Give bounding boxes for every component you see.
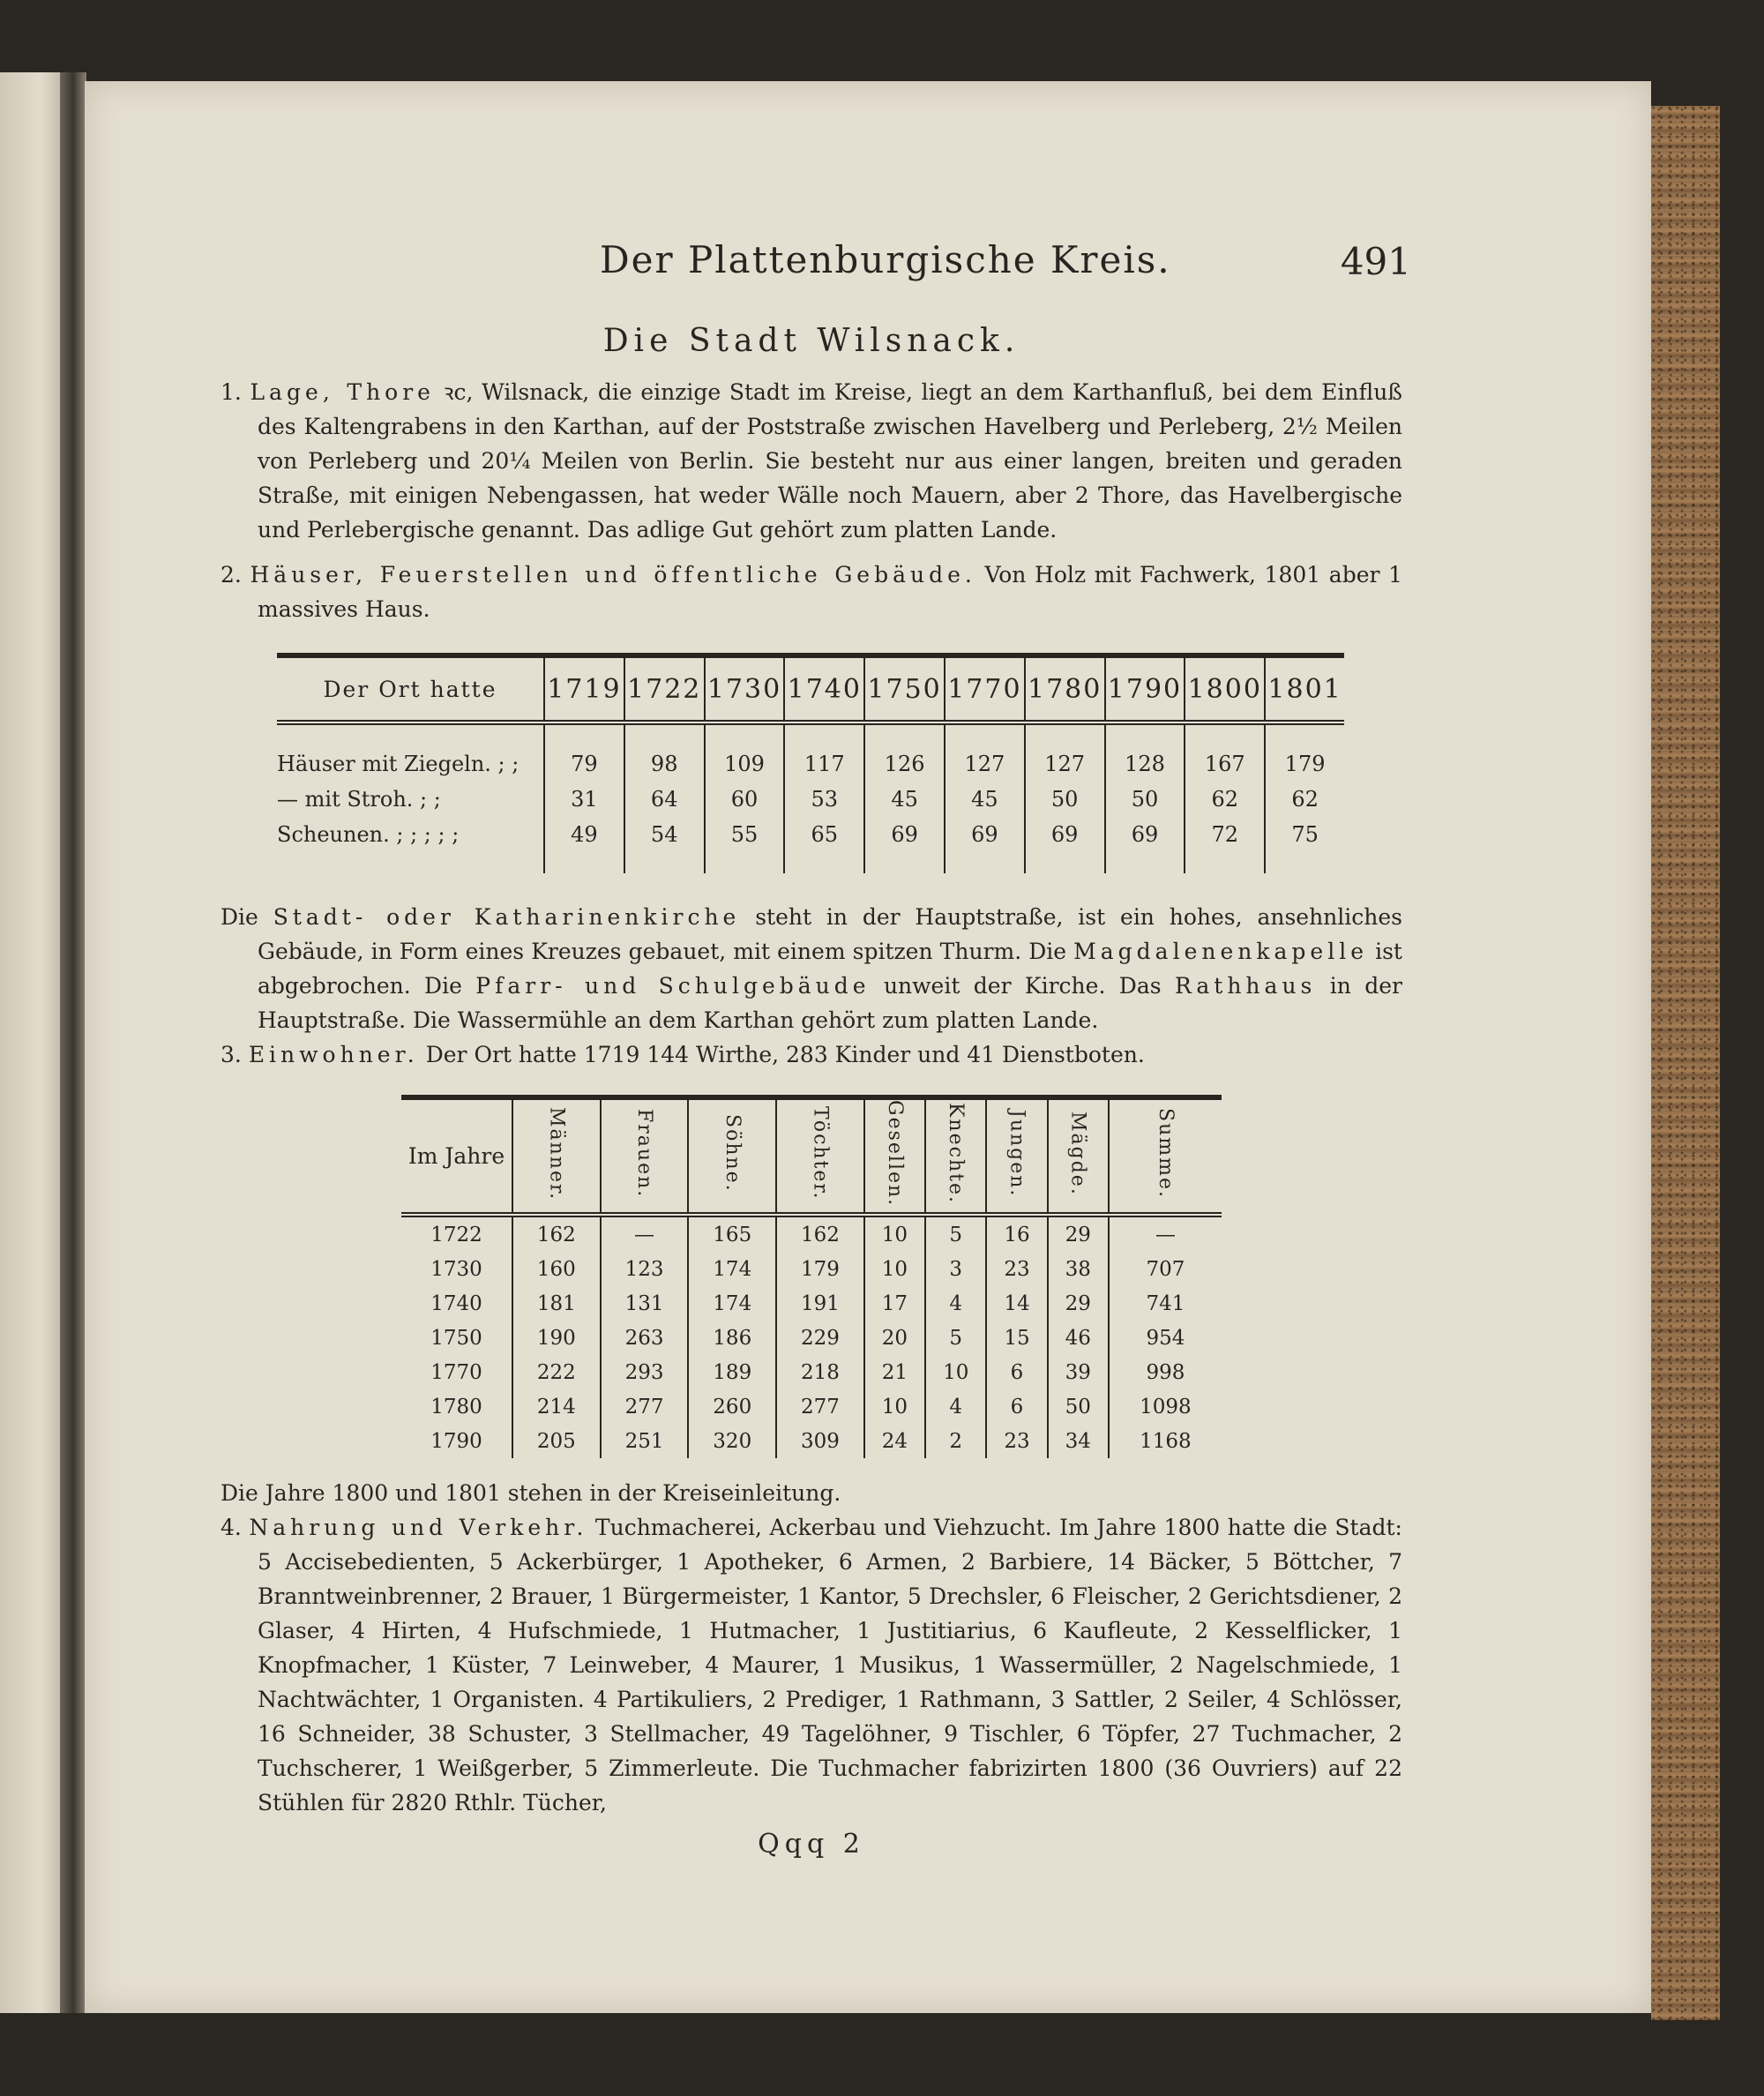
spacer-cell xyxy=(784,722,864,746)
table-cell: 38 xyxy=(1048,1252,1109,1286)
houses-table-year-header: 1780 xyxy=(1025,655,1105,722)
table-cell: 214 xyxy=(512,1389,601,1424)
table-cell: 128 xyxy=(1105,746,1185,782)
population-table-column-header xyxy=(986,1097,1047,1215)
houses-table-row-header: Der Ort hatte xyxy=(277,655,544,722)
table-row xyxy=(401,1424,1222,1458)
population-table-column-header xyxy=(512,1097,601,1215)
table-cell: 6 xyxy=(986,1355,1047,1389)
houses-table-header-row xyxy=(277,655,1344,722)
column-header-label: Töchter. xyxy=(809,1106,832,1201)
table-cell: 181 xyxy=(512,1286,601,1321)
paragraph-number: 1. xyxy=(220,379,242,405)
spacer-cell xyxy=(1105,852,1185,873)
paragraph-text: ꝛc, Wilsnack, die einzige Stadt im Kreise, liegt an dem Karthanfluß, bei dem Einfluß des Kaltengrabens in den Karthan, auf der Poststraße zwischen Havelberg und Perleberg, 2½ Meilen von Perleberg und 20¼ Meilen von Berlin. Sie besteht nur aus einer langen, breiten und geraden Straße, mit einigen Nebengassen, hat weder Wälle noch Mauern, aber 2 Thore, das Havelbergische und Perlebergische genannt. Das adlige Gut gehört zum platten Lande. xyxy=(258,379,1402,543)
table-cell: 17 xyxy=(864,1286,925,1321)
paragraph-text: Der Ort hatte 1719 144 Wirthe, 283 Kinder und 41 Dienstboten. xyxy=(418,1042,1145,1067)
paragraph-number: 3. xyxy=(220,1042,242,1067)
table-cell: 60 xyxy=(705,782,785,817)
spacer-cell xyxy=(945,852,1025,873)
spacer-cell xyxy=(1265,852,1344,873)
table-cell: 45 xyxy=(945,782,1025,817)
paragraph-jahre xyxy=(220,1476,1402,1510)
table-cell: 263 xyxy=(601,1321,689,1355)
column-header-label: Knechte. xyxy=(945,1103,968,1205)
table-cell: — xyxy=(1109,1215,1222,1252)
table-cell: 98 xyxy=(624,746,705,782)
table-cell: 15 xyxy=(986,1321,1047,1355)
paragraph-text: Die Jahre 1800 und 1801 stehen in der Kreiseinleitung. xyxy=(220,1480,841,1507)
spacer-cell xyxy=(1105,722,1185,746)
population-table-column-header xyxy=(688,1097,776,1215)
table-cell: 69 xyxy=(1025,817,1105,852)
table-cell: 62 xyxy=(1265,782,1344,817)
paragraph-text: in der Hauptstraße. Die Wassermühle an dem Karthan gehört zum platten Lande. xyxy=(258,973,1403,1033)
table-cell: 127 xyxy=(1025,746,1105,782)
table-cell: 174 xyxy=(688,1286,776,1321)
table-cell: 277 xyxy=(776,1389,864,1424)
table-cell: 29 xyxy=(1048,1286,1109,1321)
page-header xyxy=(220,238,1411,300)
paragraph-nahrung xyxy=(220,1510,1402,1820)
table-cell: 167 xyxy=(1185,746,1265,782)
page-number: 491 xyxy=(1340,240,1411,283)
table-cell: 5 xyxy=(925,1215,986,1252)
table-cell: 741 xyxy=(1109,1286,1222,1321)
spacer-cell xyxy=(864,852,945,873)
table-row xyxy=(401,1252,1222,1286)
paragraph-text: unweit der Kirche. Das xyxy=(870,973,1175,999)
section-title: Die Stadt Wilsnack. xyxy=(602,323,1020,359)
year-cell: 1740 xyxy=(430,1291,482,1315)
row-label: Häuser mit Ziegeln. ; ; xyxy=(277,752,519,776)
spacer-cell xyxy=(277,722,544,746)
year-cell: 1780 xyxy=(430,1395,482,1419)
column-header-label: Summe. xyxy=(1154,1108,1177,1200)
table-cell: 205 xyxy=(512,1424,601,1458)
spacer-cell xyxy=(1185,722,1265,746)
table-cell: 46 xyxy=(1048,1321,1109,1355)
table-cell: 2 xyxy=(925,1424,986,1458)
table-cell: 191 xyxy=(776,1286,864,1321)
paragraph-einwohner xyxy=(220,1037,1402,1072)
column-header-label: Gesellen. xyxy=(883,1100,906,1208)
table-cell: 109 xyxy=(705,746,785,782)
book-cover-edge xyxy=(1651,106,1720,2020)
population-table-column-header xyxy=(1109,1097,1222,1215)
table-cell: 69 xyxy=(1105,817,1185,852)
table-cell: 126 xyxy=(864,746,945,782)
paragraph-number: 4. xyxy=(220,1515,242,1541)
paragraph-lead: Rathhaus xyxy=(1174,973,1317,999)
spacer-cell xyxy=(705,852,785,873)
table-cell: 23 xyxy=(986,1252,1047,1286)
table-cell: 260 xyxy=(688,1389,776,1424)
spacer-cell xyxy=(544,722,624,746)
table-cell: 34 xyxy=(1048,1424,1109,1458)
houses-table-year-header: 1719 xyxy=(544,655,624,722)
table-cell: 69 xyxy=(864,817,945,852)
table-cell: 277 xyxy=(601,1389,689,1424)
population-table-column-header xyxy=(601,1097,689,1215)
column-header-label: Jungen. xyxy=(1005,1109,1028,1198)
spacer-cell xyxy=(705,722,785,746)
year-cell: 1750 xyxy=(430,1326,482,1350)
table-row xyxy=(277,817,1344,852)
table-row xyxy=(277,782,1344,817)
spacer-cell xyxy=(864,722,945,746)
table-cell: 14 xyxy=(986,1286,1047,1321)
table-cell: 251 xyxy=(601,1424,689,1458)
table-cell: 998 xyxy=(1109,1355,1222,1389)
table-cell: 31 xyxy=(544,782,624,817)
houses-table-year-header: 1750 xyxy=(864,655,945,722)
spacer-cell xyxy=(1265,722,1344,746)
table-cell: 320 xyxy=(688,1424,776,1458)
table-cell: 23 xyxy=(986,1424,1047,1458)
table-cell: 222 xyxy=(512,1355,601,1389)
table-cell: 954 xyxy=(1109,1321,1222,1355)
table-row xyxy=(401,1389,1222,1424)
table-cell: 189 xyxy=(688,1355,776,1389)
table-spacer-row xyxy=(277,722,1344,746)
paragraph-lead: Häuser, Feuerstellen und öffentliche Gebäude. xyxy=(250,562,976,588)
table-cell: 10 xyxy=(864,1215,925,1252)
table-cell: 50 xyxy=(1025,782,1105,817)
population-table-column-header xyxy=(925,1097,986,1215)
page-content xyxy=(220,238,1411,1860)
table-cell: 53 xyxy=(784,782,864,817)
spacer-cell xyxy=(624,852,705,873)
houses-table-year-header: 1770 xyxy=(945,655,1025,722)
table-cell: 293 xyxy=(601,1355,689,1389)
table-cell: 10 xyxy=(925,1355,986,1389)
table-cell: 55 xyxy=(705,817,785,852)
table-cell: 24 xyxy=(864,1424,925,1458)
paragraph-lead: Pfarr- und Schulgebäude xyxy=(475,973,871,999)
table-cell: 20 xyxy=(864,1321,925,1355)
book-spine xyxy=(60,72,86,2013)
table-cell: 127 xyxy=(945,746,1025,782)
houses-table-year-header: 1730 xyxy=(705,655,785,722)
table-cell: 64 xyxy=(624,782,705,817)
population-table-body xyxy=(401,1215,1222,1458)
table-cell: 309 xyxy=(776,1424,864,1458)
table-cell: 72 xyxy=(1185,817,1265,852)
population-table xyxy=(401,1095,1222,1458)
table-row xyxy=(401,1215,1222,1252)
table-cell: 16 xyxy=(986,1215,1047,1252)
table-cell: 62 xyxy=(1185,782,1265,817)
table-cell: 50 xyxy=(1105,782,1185,817)
table-cell: 49 xyxy=(544,817,624,852)
paragraph-text: ist abgebrochen. Die xyxy=(258,939,1402,999)
paragraph-lead: Einwohner. xyxy=(248,1042,419,1067)
table-cell: 4 xyxy=(925,1286,986,1321)
table-cell: 186 xyxy=(688,1321,776,1355)
year-cell: 1790 xyxy=(430,1429,482,1453)
spacer-cell xyxy=(624,722,705,746)
table-cell: 218 xyxy=(776,1355,864,1389)
population-table-column-header xyxy=(776,1097,864,1215)
table-row xyxy=(401,1321,1222,1355)
population-table-row-header: Im Jahre xyxy=(401,1097,512,1215)
table-cell: 75 xyxy=(1265,817,1344,852)
table-cell: 174 xyxy=(688,1252,776,1286)
spacer-cell xyxy=(277,852,544,873)
table-cell: 131 xyxy=(601,1286,689,1321)
table-cell: 6 xyxy=(986,1389,1047,1424)
table-cell: 123 xyxy=(601,1252,689,1286)
table-cell: 190 xyxy=(512,1321,601,1355)
table-cell: 45 xyxy=(864,782,945,817)
paragraph-text: Die xyxy=(220,904,273,930)
paragraph-number: 2. xyxy=(220,562,242,588)
previous-page-edge xyxy=(0,72,69,2013)
year-cell: 1730 xyxy=(430,1257,482,1281)
table-cell: 54 xyxy=(624,817,705,852)
paragraph-lead: Stadt- oder Katharinenkirche xyxy=(273,904,741,930)
row-label: Scheunen. ; ; ; ; ; xyxy=(277,822,460,847)
table-spacer-row xyxy=(277,852,1344,873)
paragraph-kirche xyxy=(220,900,1402,1037)
houses-table-wrapper xyxy=(277,653,1344,873)
signature-mark: Qqq 2 xyxy=(758,1829,865,1860)
population-table-wrapper xyxy=(401,1095,1222,1458)
spacer-cell xyxy=(1025,852,1105,873)
table-cell: 65 xyxy=(784,817,864,852)
column-header-label: Söhne. xyxy=(721,1114,744,1193)
spacer-cell xyxy=(945,722,1025,746)
table-cell: 3 xyxy=(925,1252,986,1286)
houses-table-year-header: 1801 xyxy=(1265,655,1344,722)
population-table-header-row xyxy=(401,1097,1222,1215)
paragraph-text: Tuchmacherei, Ackerbau und Viehzucht. Im Jahre 1800 hatte die Stadt: 5 Accisebedienten, 5 Ackerbürger, 1 Apotheker, 6 Armen, 2 Barbiere, 14 Bäcker, 5 Böttcher, 7 Branntweinbrenner, 2 Brauer, 1 Bürgermeister, 1 Kantor, 5 Drechsler, 6 Fleischer, 2 Gerichtsdiener, 2 Glaser, 4 Hirten, 4 Hufschmiede, 1 Hutmacher, 1 Justitiarius, 6 Kaufleute, 2 Kesselflicker, 1 Knopfmacher, 1 Küster, 7 Leinweber, 4 Maurer, 1 Musikus, 1 Wassermüller, 2 Nagelschmiede, 1 Nachtwächter, 1 Organisten. 4 Partikuliers, 2 Prediger, 1 Rathmann, 3 Sattler, 2 Seiler, 4 Schlösser, 16 Schneider, 38 Schuster, 3 Stellmacher, 49 Tagelöhner, 9 Tischler, 6 Töpfer, 27 Tuchmacher, 2 Tuchscherer, 1 Weißgerber, 5 Zimmerleute. Die Tuchmacher fabrizirten 1800 (36 Ouvriers) auf 22 Stühlen für 2820 Rthlr. Tücher, xyxy=(258,1515,1402,1816)
table-cell: 179 xyxy=(776,1252,864,1286)
spacer-cell xyxy=(1185,852,1265,873)
paragraph-text: Von Holz mit Fachwerk, 1801 aber 1 massives Haus. xyxy=(258,562,1402,622)
table-cell: 39 xyxy=(1048,1355,1109,1389)
row-label: — mit Stroh. ; ; xyxy=(277,787,441,812)
table-cell: 50 xyxy=(1048,1389,1109,1424)
table-cell: 69 xyxy=(945,817,1025,852)
table-cell: 10 xyxy=(864,1252,925,1286)
houses-table-year-header: 1722 xyxy=(624,655,705,722)
houses-table xyxy=(277,653,1344,873)
table-cell: — xyxy=(601,1215,689,1252)
population-table-column-header xyxy=(1048,1097,1109,1215)
paragraph-lead: Nahrung und Verkehr. xyxy=(249,1515,588,1541)
spacer-cell xyxy=(544,852,624,873)
table-cell: 165 xyxy=(688,1215,776,1252)
houses-table-body xyxy=(277,722,1344,873)
table-cell: 79 xyxy=(544,746,624,782)
table-cell: 160 xyxy=(512,1252,601,1286)
column-header-label: Mägde. xyxy=(1066,1111,1089,1196)
houses-table-year-header: 1790 xyxy=(1105,655,1185,722)
table-cell: 229 xyxy=(776,1321,864,1355)
table-cell: 21 xyxy=(864,1355,925,1389)
houses-table-year-header: 1800 xyxy=(1185,655,1265,722)
table-cell: 162 xyxy=(512,1215,601,1252)
table-cell: 117 xyxy=(784,746,864,782)
running-title: Der Plattenburgische Kreis. xyxy=(600,238,1171,281)
table-cell: 4 xyxy=(925,1389,986,1424)
table-cell: 162 xyxy=(776,1215,864,1252)
table-cell: 1098 xyxy=(1109,1389,1222,1424)
year-cell: 1770 xyxy=(430,1360,482,1384)
paragraph-text: steht in der Hauptstraße, ist ein hohes, ansehnliches Gebäude, in Form eines Kreuzes gebauet, mit einem spitzen Thurm. Die xyxy=(258,904,1402,964)
table-cell: 29 xyxy=(1048,1215,1109,1252)
population-table-column-header xyxy=(864,1097,925,1215)
table-row xyxy=(401,1286,1222,1321)
table-row xyxy=(277,746,1344,782)
table-cell: 10 xyxy=(864,1389,925,1424)
year-cell: 1722 xyxy=(430,1223,482,1246)
spacer-cell xyxy=(1025,722,1105,746)
table-cell: 707 xyxy=(1109,1252,1222,1286)
spacer-cell xyxy=(784,852,864,873)
table-cell: 5 xyxy=(925,1321,986,1355)
paragraph-lead: Magdalenenkapelle xyxy=(1073,939,1369,964)
table-cell: 1168 xyxy=(1109,1424,1222,1458)
paragraph-haeuser xyxy=(220,558,1402,626)
table-cell: 179 xyxy=(1265,746,1344,782)
paragraph-lage xyxy=(220,375,1402,547)
paragraph-lead: Lage, Thore xyxy=(250,379,435,405)
houses-table-year-header: 1740 xyxy=(784,655,864,722)
column-header-label: Frauen. xyxy=(633,1108,656,1199)
table-row xyxy=(401,1355,1222,1389)
column-header-label: Männer. xyxy=(545,1106,568,1201)
